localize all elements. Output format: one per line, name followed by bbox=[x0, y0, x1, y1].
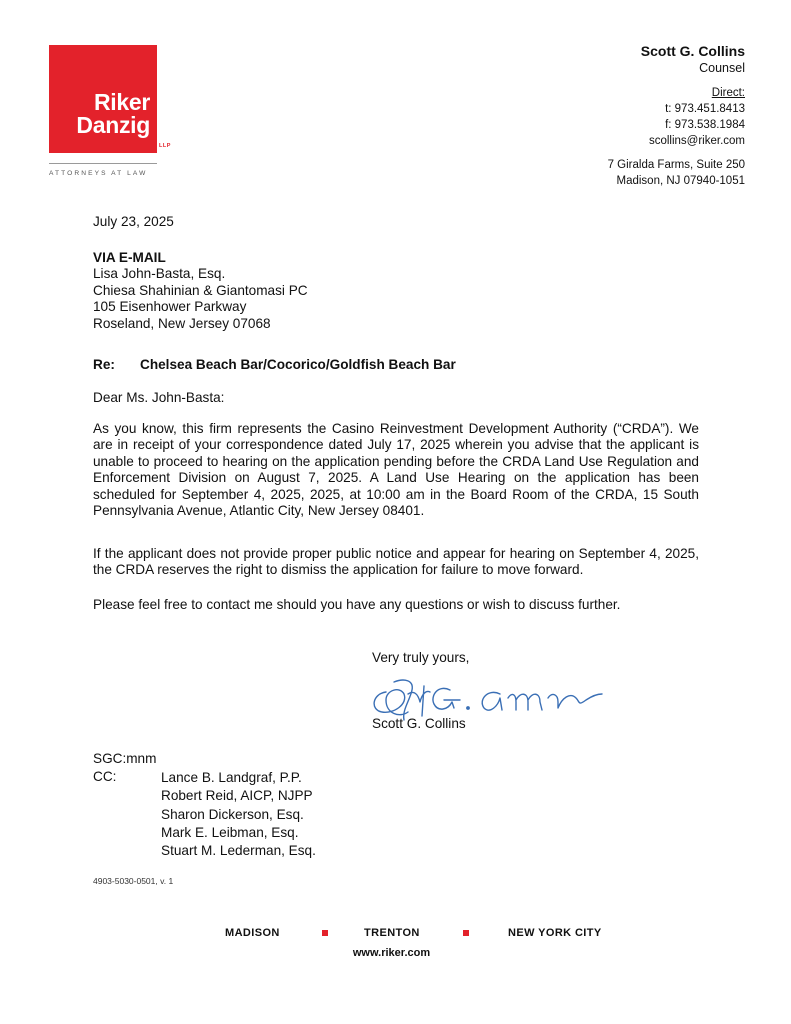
sender-title: Counsel bbox=[699, 61, 745, 75]
red-square-bullet bbox=[322, 930, 328, 936]
body-paragraph: As you know, this firm represents the Casino Reinvestment Development Authority (“CRDA”). We are in receipt of your correspondence dated July 17, 2025 wherein you advise that the applicant is unable to proceed to hearing on the application pending before the CRDA Land Use Regulation and Enforcement Division on August 7, 2025. A Land Use Hearing on the application has been scheduled for September 4, 2025, 2025, at 10:00 am in the Board Room of the CRDA, 15 South Pennsylvania Avenue, Atlantic City, New Jersey 08401. bbox=[93, 421, 699, 519]
sender-name: Scott G. Collins bbox=[640, 43, 745, 59]
delivery-method: VIA E-MAIL bbox=[93, 250, 166, 265]
cc-recipient: Mark E. Leibman, Esq. bbox=[161, 824, 299, 840]
logo-llp: LLP bbox=[159, 143, 171, 149]
firm-logo bbox=[49, 45, 157, 153]
direct-label: Direct: bbox=[711, 87, 745, 99]
footer-city: TRENTON bbox=[364, 927, 420, 939]
recipient-line: Lisa John-Basta, Esq. bbox=[93, 266, 226, 282]
re-subject: Chelsea Beach Bar/Cocorico/Goldfish Beach Bar bbox=[140, 357, 456, 372]
re-label: Re: bbox=[93, 357, 115, 372]
cc-recipient: Stuart M. Lederman, Esq. bbox=[161, 843, 316, 859]
letter-date: July 23, 2025 bbox=[93, 214, 174, 229]
logo-line-2: Danzig bbox=[76, 112, 150, 138]
closing: Very truly yours, bbox=[372, 650, 470, 665]
cc-recipient: Robert Reid, AICP, NJPP bbox=[161, 788, 313, 804]
salutation: Dear Ms. John-Basta: bbox=[93, 390, 225, 405]
sender-address-line-1: 7 Giralda Farms, Suite 250 bbox=[607, 159, 745, 171]
logo-line-1: Riker bbox=[93, 89, 150, 115]
sender-email[interactable]: scollins@riker.com bbox=[648, 135, 745, 147]
recipient-line: 105 Eisenhower Parkway bbox=[93, 299, 247, 315]
firm-logo-text bbox=[76, 91, 150, 137]
cc-list bbox=[161, 769, 316, 860]
footer-website bbox=[0, 947, 791, 959]
sender-address-line-2: Madison, NJ 07940-1051 bbox=[616, 175, 745, 187]
website-link[interactable]: www.riker.com bbox=[352, 947, 431, 959]
logo-divider bbox=[49, 163, 157, 164]
sender-phone: t: 973.451.8413 bbox=[665, 103, 745, 115]
cc-recipient: Sharon Dickerson, Esq. bbox=[161, 806, 304, 822]
red-square-bullet bbox=[463, 930, 469, 936]
footer-city: MADISON bbox=[225, 927, 280, 939]
sender-fax: f: 973.538.1984 bbox=[665, 119, 745, 131]
recipient-block bbox=[93, 250, 699, 332]
sender-block bbox=[608, 42, 745, 189]
body-paragraph: Please feel free to contact me should you have any questions or wish to discuss further. bbox=[93, 597, 621, 612]
subject-line bbox=[93, 357, 699, 373]
logo-tagline: ATTORNEYS AT LAW bbox=[49, 170, 148, 177]
recipient-line: Roseland, New Jersey 07068 bbox=[93, 315, 271, 331]
body-paragraph: If the applicant does not provide proper public notice and appear for hearing on September 4, 2025, the CRDA reserves the right to dismiss the application for failure to move forward. bbox=[93, 546, 699, 578]
recipient-line: Chiesa Shahinian & Giantomasi PC bbox=[93, 282, 308, 298]
typist-initials: SGC:mnm bbox=[93, 751, 157, 766]
footer-city: NEW YORK CITY bbox=[508, 927, 602, 939]
cc-label: CC: bbox=[93, 769, 117, 784]
signer-name: Scott G. Collins bbox=[372, 716, 466, 731]
cc-recipient: Lance B. Landgraf, P.P. bbox=[161, 770, 302, 785]
document-number: 4903-5030-0501, v. 1 bbox=[93, 876, 174, 886]
